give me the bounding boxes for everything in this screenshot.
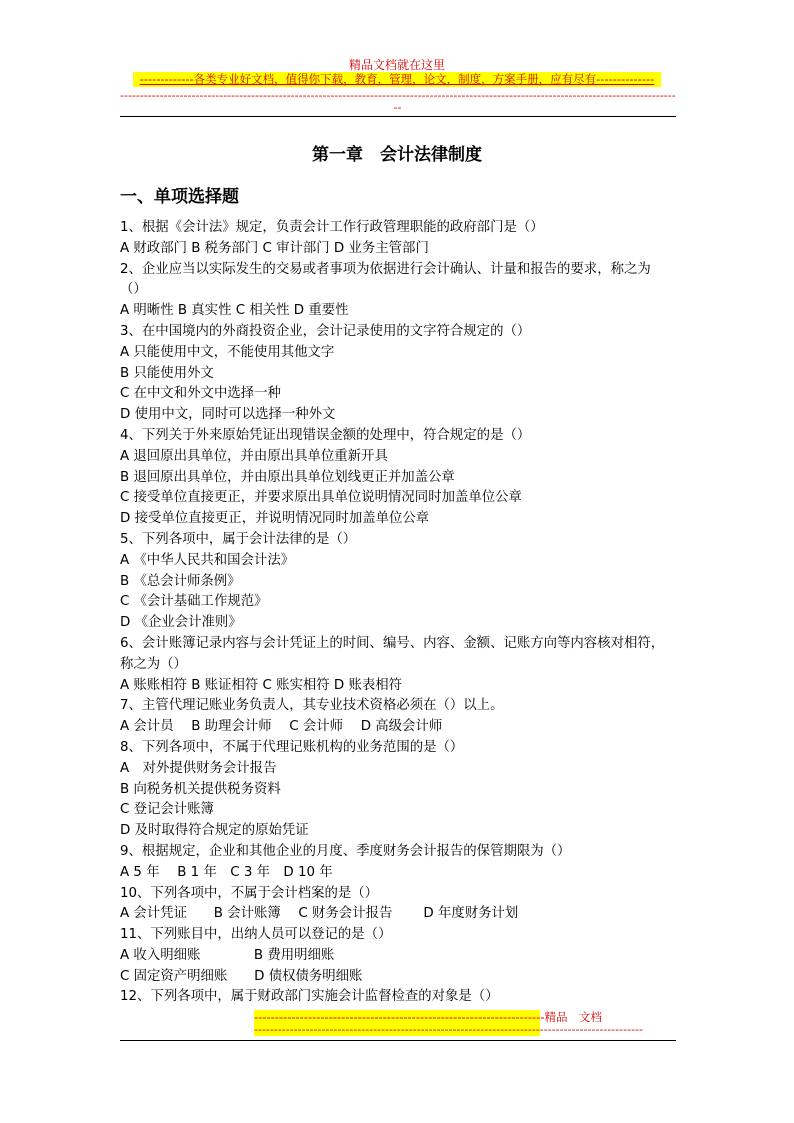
- text-line: A 财政部门 B 税务部门 C 审计部门 D 业务主管部门: [120, 240, 429, 256]
- text-line: D 使用中文，同时可以选择一种外文: [120, 407, 336, 423]
- footer-banner-bottom: --------------------------------------------------------------------------------------------------: [254, 1023, 643, 1036]
- text-line: B 退回原出具单位，并由原出具单位划线更正并加盖公章: [120, 469, 455, 485]
- text-line: 5、下列各项中，属于会计法律的是（）: [120, 531, 357, 547]
- text-line: 称之为（）: [120, 656, 187, 672]
- text-line: C 在中文和外文中选择一种: [120, 386, 281, 402]
- text-line: C 接受单位直接更正，并要求原出具单位说明情况同时加盖单位公章: [120, 490, 522, 506]
- chapter-title: 第一章 会计法律制度: [312, 145, 482, 165]
- text-line: 4、下列关于外来原始凭证出现错误金额的处理中，符合规定的是（）: [120, 427, 531, 443]
- text-line: A 明晰性 B 真实性 C 相关性 D 重要性: [120, 303, 349, 319]
- text-line: A 账账相符 B 账证相符 C 账实相符 D 账表相符: [120, 677, 403, 693]
- header-dash-line: --------------------------------------------------------------------------------------------------------------------------------------------: [120, 89, 676, 102]
- text-line: B 向税务机关提供税务资料: [120, 781, 281, 797]
- text-line: 10、下列各项中，不属于会计档案的是（）: [120, 885, 379, 901]
- text-line: 9、根据规定，企业和其他企业的月度、季度财务会计报告的保管期限为（）: [120, 843, 571, 859]
- text-line: D 《企业会计准则》: [120, 615, 242, 631]
- text-line: C 固定资产明细账 D 债权债务明细账: [120, 968, 363, 984]
- text-line: A 收入明细账 B 费用明细账: [120, 947, 335, 963]
- text-line: A 会计员 B 助理会计师 C 会计师 D 高级会计师: [120, 719, 443, 735]
- header-rule: [120, 116, 676, 117]
- text-line: 2、企业应当以实际发生的交易或者事项为依据进行会计确认、计量和报告的要求，称之为: [120, 261, 651, 277]
- footer-banner-top: ----------------------------------------------------------------------精品 文档: [254, 1010, 602, 1024]
- text-line: D 及时取得符合规定的原始凭证: [120, 823, 309, 839]
- text-line: C 《会计基础工作规范》: [120, 594, 268, 610]
- text-line: D 接受单位直接更正，并说明情况同时加盖单位公章: [120, 511, 430, 527]
- text-line: 8、下列各项中，不属于代理记账机构的业务范围的是（）: [120, 739, 464, 755]
- text-line: 11、下列账目中，出纳人员可以登记的是（）: [120, 927, 392, 943]
- header-dash-tail: --: [393, 101, 402, 114]
- text-line: A 《中华人民共和国会计法》: [120, 552, 295, 568]
- text-line: A 退回原出具单位，并由原出具单位重新开具: [120, 448, 388, 464]
- text-line: A 5 年 B 1 年 C 3 年 D 10 年: [120, 864, 333, 880]
- header-banner-tagline: -------------各类专业好文档，值得你下载，教育，管理，论文，制度，方案手册，应有尽有--------------: [133, 72, 661, 87]
- question-content: [120, 218, 676, 1008]
- section-heading: 一、单项选择题: [120, 187, 239, 207]
- text-line: 12、下列各项中，属于财政部门实施会计监督检查的对象是（）: [120, 989, 499, 1005]
- text-line: 1、根据《会计法》规定，负责会计工作行政管理职能的政府部门是（）: [120, 220, 544, 235]
- text-line: B 只能使用外文: [120, 365, 214, 381]
- text-line: 3、在中国境内的外商投资企业，会计记录使用的文字符合规定的（）: [120, 323, 531, 339]
- text-line: （）: [120, 282, 147, 298]
- header-banner-title: 精品文档就在这里: [348, 58, 445, 72]
- footer-rule: [120, 1040, 676, 1041]
- text-line: A 对外提供财务会计报告: [120, 760, 277, 776]
- text-line: 6、会计账簿记录内容与会计凭证上的时间、编号、内容、金额、记账方向等内容核对相符，: [120, 635, 665, 651]
- text-line: B 《总会计师条例》: [120, 573, 241, 589]
- text-line: C 登记会计账簿: [120, 802, 214, 818]
- text-line: 7、主管代理记账业务负责人，其专业技术资格必须在（）以上。: [120, 698, 504, 714]
- text-line: A 只能使用中文，不能使用其他文字: [120, 344, 335, 360]
- text-line: A 会计凭证 B 会计账簿 C 财务会计报告 D 年度财务计划: [120, 906, 519, 922]
